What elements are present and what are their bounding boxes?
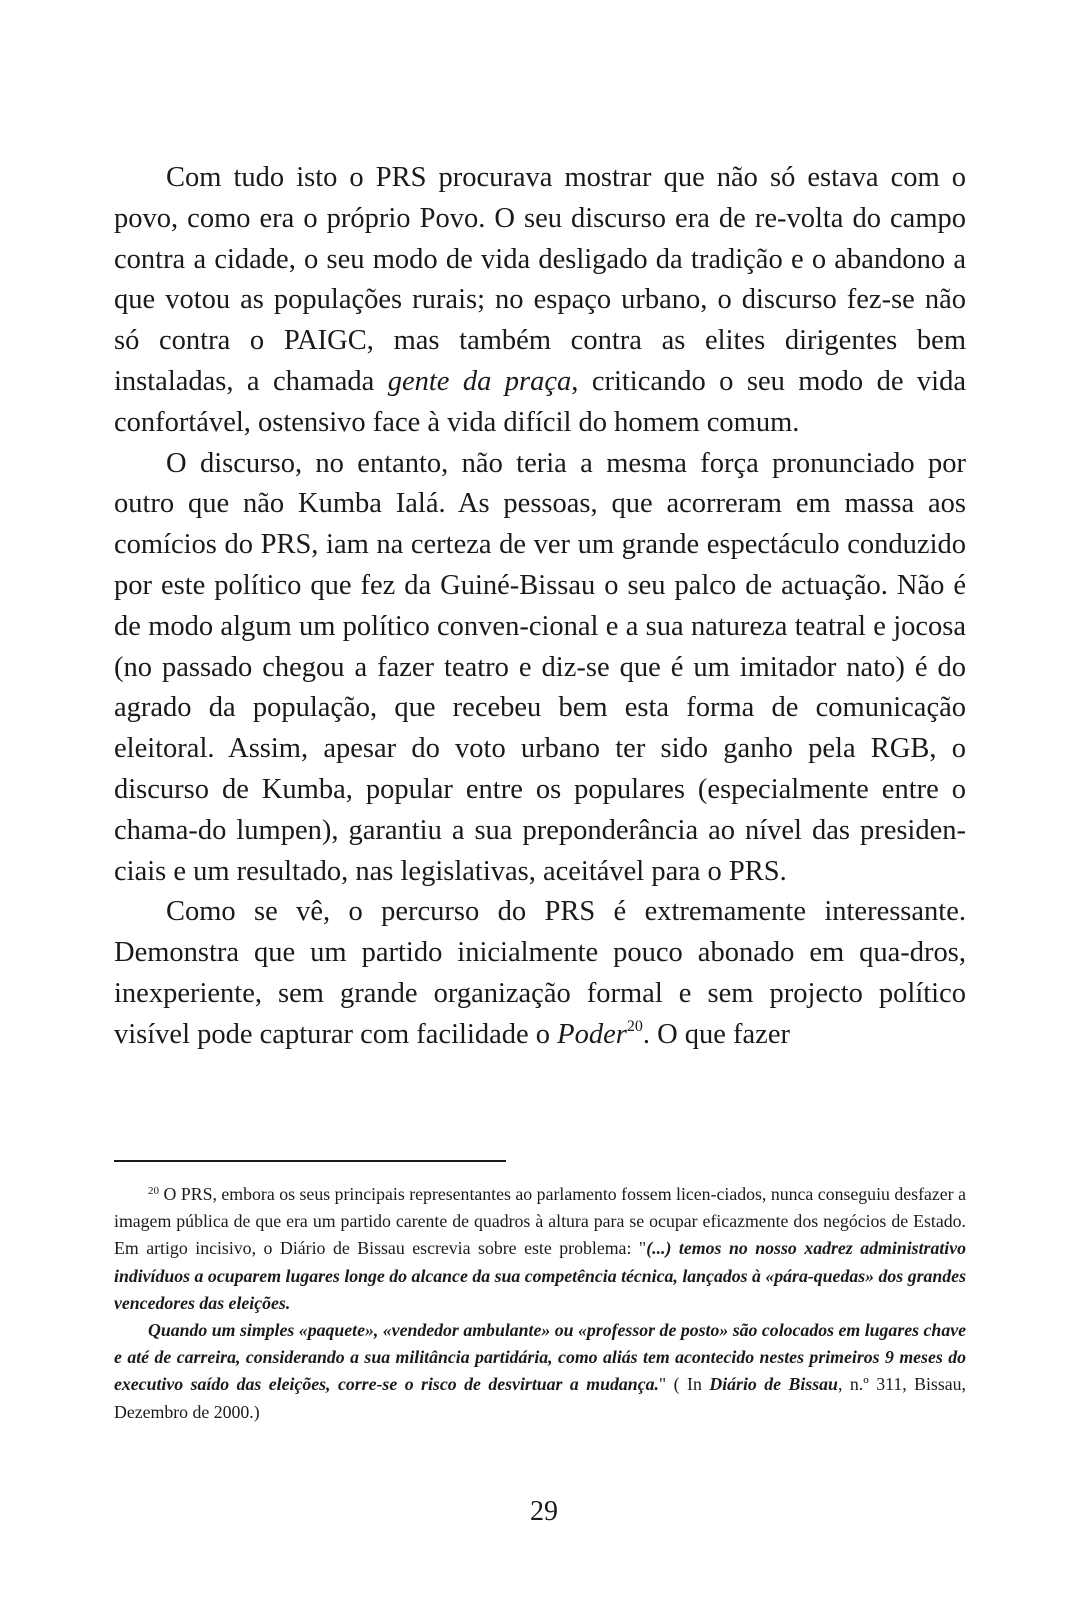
paragraph-1-text-c: , criticando o seu modo de vida confortável, ostensivo face à vida difícil do homem comum. [114,365,966,438]
footnote-paragraph-1 [114,1181,966,1317]
paragraph-3 [114,892,966,1055]
paragraph-2: O discurso, no entanto, não teria a mesma força pronunciado por outro que não Kumba Ialá. As pessoas, que acorreram em massa aos comícios do PRS, iam na certeza de ver um grande espectáculo conduzido por este político que fez da Guiné-Bissau o seu palco de actuação. Não é de modo algum um político conven-cional e a sua natureza teatral e jocosa (no passado chegou a fazer teatro e diz-se que é um imitador nato) é do agrado da população, que recebeu bem esta forma de comunicação eleitoral. Assim, apesar do voto urbano ter sido ganho pela RGB, o discurso de Kumba, popular entre os populares (especialmente entre o chama-do lumpen), garantiu a sua preponderância ao nível das presiden-ciais e um resultado, nas legislativas, aceitável para o PRS. [114,447,966,887]
paragraph-3-text-a: Como se vê, o percurso do PRS é extremamente interessante. Demonstra que um partido inicialmente pouco abonado em qua-dros, inexperiente, sem grande organização formal e sem projecto político visível pode capturar com facilidade o [114,896,966,1050]
gente-da-praca-italic: gente da praça [387,365,572,397]
footnote-source-title: Diário de Bissau [709,1374,838,1395]
paragraph-1 [114,158,966,444]
footnote-20 [114,1181,966,1426]
footnote-number: 20 [148,1185,159,1197]
footnote-text-a: O PRS, embora os seus principais representantes ao parlamento fossem licen-ciados, nunca conseguiu desfazer a imagem pública de que era um partido carente de quadros à altura para se ocupar eficazmente dos negócios de Estado. Em artigo incisivo, o Diário de Bissau escrevia sobre este problema: " [114,1184,966,1259]
main-text [114,158,966,1056]
paragraph-3-text-c: . O que fazer [642,1018,790,1050]
paragraph-1-text-a: Com tudo isto o PRS procurava mostrar que não só estava com o povo, como era o próprio Povo. O seu discurso era de re-volta do campo contra a cidade, o seu modo de vida desligado da tradição e o abandono a que votou as populações rurais; no espaço urbano, o discurso fez-se não só contra o PAIGC, mas também contra as elites dirigentes bem instaladas, a chamada [114,162,966,397]
footnote-paragraph-2 [114,1317,966,1426]
page-number: 29 [530,1496,558,1527]
poder-italic: Poder [557,1018,627,1050]
footnote-reference: 20 [626,1017,643,1035]
footnote-citation-open: " ( In [658,1374,710,1395]
footnote-quote-1: (...) temos no nosso xadrez administrativo indivíduos a ocuparem lugares longe do alcance da sua competência técnica, lançados à «pára-quedas» dos grandes vencedores das eleições. [114,1238,966,1313]
footnote-separator [114,1160,506,1162]
footnote-citation-details: , n.º 311, Bissau, Dezembro de 2000.) [114,1374,967,1422]
footnote-quote-2: Quando um simples «paquete», «vendedor ambulante» ou «professor de posto» são colocados em lugares chave e até de carreira, considerando a sua militância partidária, como aliás tem acontecido nestes primeiros 9 meses do executivo saído das eleições, corre-se o risco de desvirtuar a mudança. [114,1320,966,1395]
